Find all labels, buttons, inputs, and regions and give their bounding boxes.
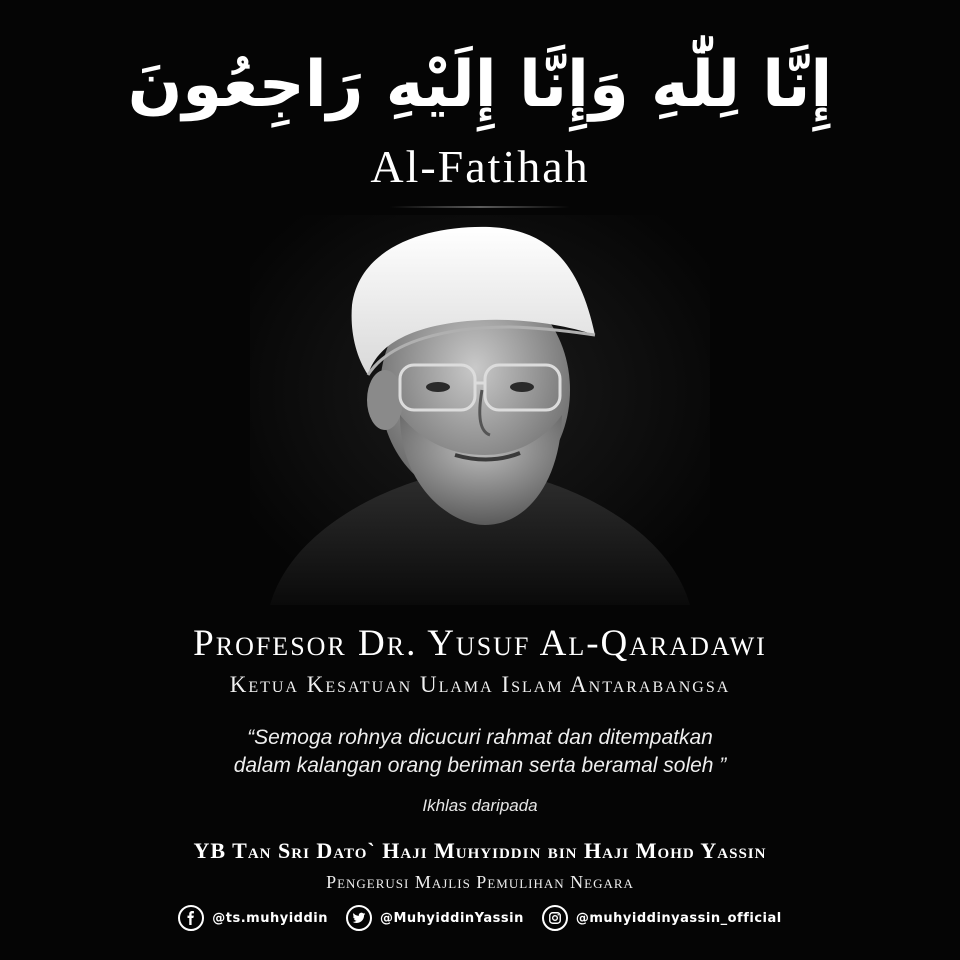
twitter-icon [346,905,372,931]
social-twitter[interactable] [346,905,524,931]
instagram-handle[interactable]: @muhyiddinyassin_official [575,910,782,926]
from-label: Ikhlas daripada [422,796,538,815]
person-name: Profesor Dr. Yusuf Al-Qaradawi [193,623,767,664]
sender-title: Pengerusi Majlis Pemulihan Negara [326,872,634,892]
facebook-handle[interactable]: @ts.muhyiddin [212,910,328,926]
instagram-icon [542,905,568,931]
facebook-icon [178,905,204,931]
person-position: Ketua Kesatuan Ulama Islam Antarabangsa [229,672,731,697]
social-links [0,902,960,934]
condolence-message [0,724,960,780]
twitter-handle[interactable]: @MuhyiddinYassin [379,910,524,926]
message-line-2: dalam kalangan orang beriman serta beramal soleh ” [233,754,727,777]
sender-name: YB Tan Sri Dato` Haji Muhyiddin bin Haji Mohd Yassin [193,838,767,863]
message-line-1: “Semoga rohnya dicucuri rahmat dan ditempatkan [247,726,713,749]
social-instagram[interactable] [542,905,782,931]
page-title: Al-Fatihah [370,141,590,192]
portrait-image [250,215,710,605]
title-divider [390,206,570,208]
arabic-calligraphy: إِنَّا لِلّٰهِ وَإِنَّا إِلَيْهِ رَاجِعُونَ [127,48,833,122]
social-facebook[interactable] [178,905,328,931]
